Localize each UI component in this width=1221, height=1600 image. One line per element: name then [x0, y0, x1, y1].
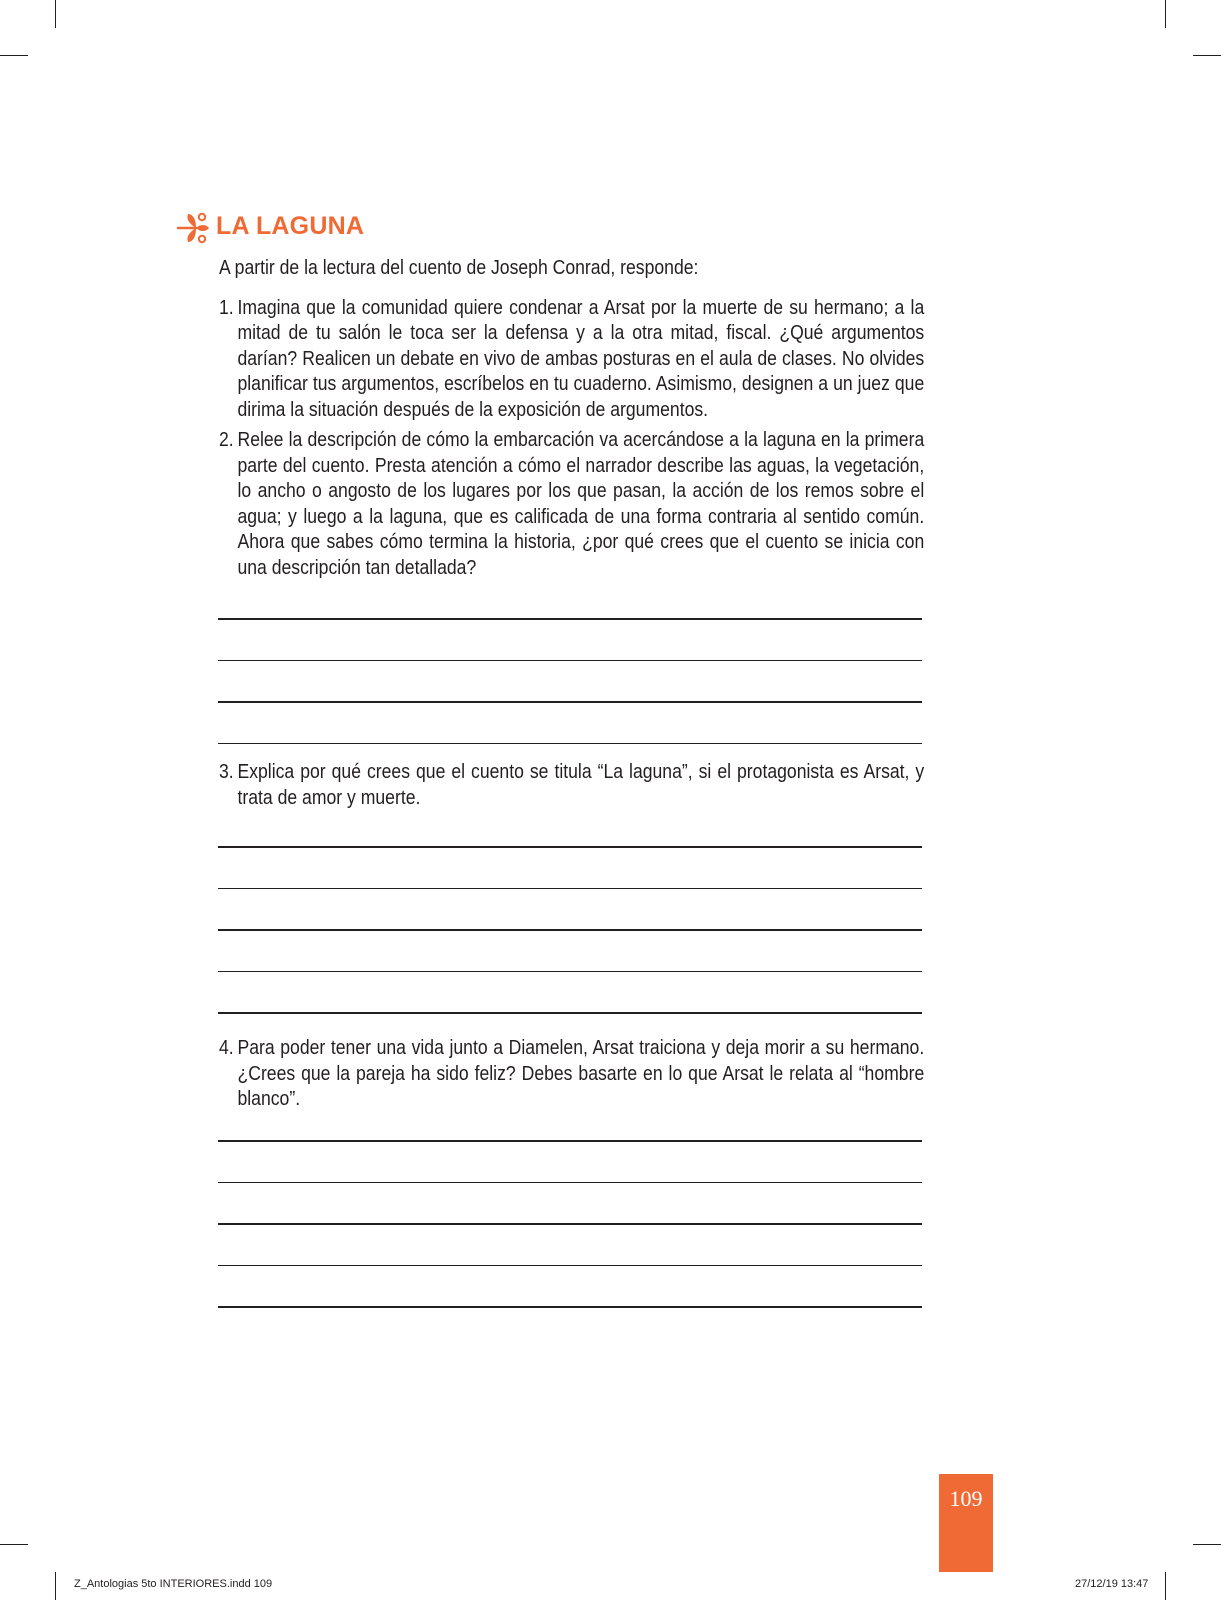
section-title: LA LAGUNA	[216, 211, 365, 240]
question-1	[219, 296, 924, 424]
worksheet-body	[219, 256, 925, 423]
answer-line[interactable]	[218, 929, 922, 931]
crop-mark	[1165, 0, 1166, 28]
crop-mark	[55, 1572, 56, 1600]
answer-line[interactable]	[218, 1306, 922, 1308]
question-number: 2.	[219, 429, 234, 451]
question-block-2	[219, 428, 924, 581]
answer-line[interactable]	[218, 1012, 922, 1014]
worksheet-body-2	[219, 428, 925, 581]
question-2	[219, 428, 924, 581]
page-number-tab	[939, 1474, 993, 1572]
answer-line[interactable]	[218, 971, 922, 973]
answer-line[interactable]	[218, 1265, 922, 1267]
crop-mark	[1165, 1572, 1166, 1600]
crop-mark	[1193, 55, 1221, 56]
question-text: Imagina que la comunidad quiere condenar a Arsat por la muerte de su hermano; a la mitad de tu salón le toca ser la defensa y a la otra mitad, fiscal. ¿Qué argumentos darían? Realicen un debate en vivo de ambas posturas en el aula de clases. No olvides planificar tus argumentos, escríbelos en tu cuaderno. Asimismo, designen a un juez que dirima la situación después de la exposición de argumentos.	[237, 296, 925, 421]
answer-line[interactable]	[218, 888, 922, 890]
answer-line[interactable]	[218, 1140, 922, 1142]
fleur-ornament-icon	[176, 208, 212, 244]
crop-mark	[1193, 1544, 1221, 1545]
worksheet-body-4	[219, 1036, 925, 1113]
question-3	[219, 760, 924, 811]
page-number: 109	[949, 1486, 983, 1511]
footer-date: 27/12/19 13:47	[1075, 1578, 1149, 1590]
answer-line[interactable]	[218, 846, 922, 848]
crop-mark	[55, 0, 56, 28]
section-header	[176, 206, 364, 246]
answer-line[interactable]	[218, 618, 922, 620]
question-number: 1.	[219, 296, 234, 319]
question-block-3	[219, 760, 924, 811]
answer-lines-3	[218, 846, 922, 1054]
footer-file-name: Z_Antologias 5to INTERIORES.indd 109	[74, 1578, 273, 1590]
answer-line[interactable]	[218, 1182, 922, 1184]
question-number: 4.	[219, 1037, 234, 1059]
answer-line[interactable]	[218, 660, 922, 662]
worksheet-body-3	[219, 760, 925, 811]
question-number: 3.	[219, 761, 234, 783]
answer-lines-4	[218, 1140, 922, 1348]
question-text: Explica por qué crees que el cuento se titula “La laguna”, si el protagonista es Arsat, y trata de amor y muerte.	[237, 761, 925, 809]
crop-mark	[0, 55, 28, 56]
question-4	[219, 1036, 924, 1113]
crop-mark	[0, 1544, 28, 1545]
answer-line[interactable]	[218, 701, 922, 703]
intro-text: A partir de la lectura del cuento de Joseph Conrad, responde:	[219, 257, 699, 279]
question-text: Para poder tener una vida junto a Diamelen, Arsat traiciona y deja morir a su hermano. ¿Crees que la pareja ha sido feliz? Debes basarte en lo que Arsat le relata al “hombre blanco”.	[237, 1037, 925, 1110]
question-block-4	[219, 1036, 924, 1113]
question-block-1	[219, 296, 924, 424]
answer-line[interactable]	[218, 1223, 922, 1225]
question-text: Relee la descripción de cómo la embarcación va acercándose a la laguna en la primera parte del cuento. Presta atención a cómo el narrador describe las aguas, la vegetación, lo ancho o angosto de los lugares por los que pasan, la acción de los remos sobre el agua; y luego a la laguna, que es calificada de una forma contraria al sentido común. Ahora que sabes cómo termina la historia, ¿por qué crees que el cuento se inicia con una descripción tan detallada?	[237, 429, 925, 579]
answer-line[interactable]	[218, 743, 922, 745]
